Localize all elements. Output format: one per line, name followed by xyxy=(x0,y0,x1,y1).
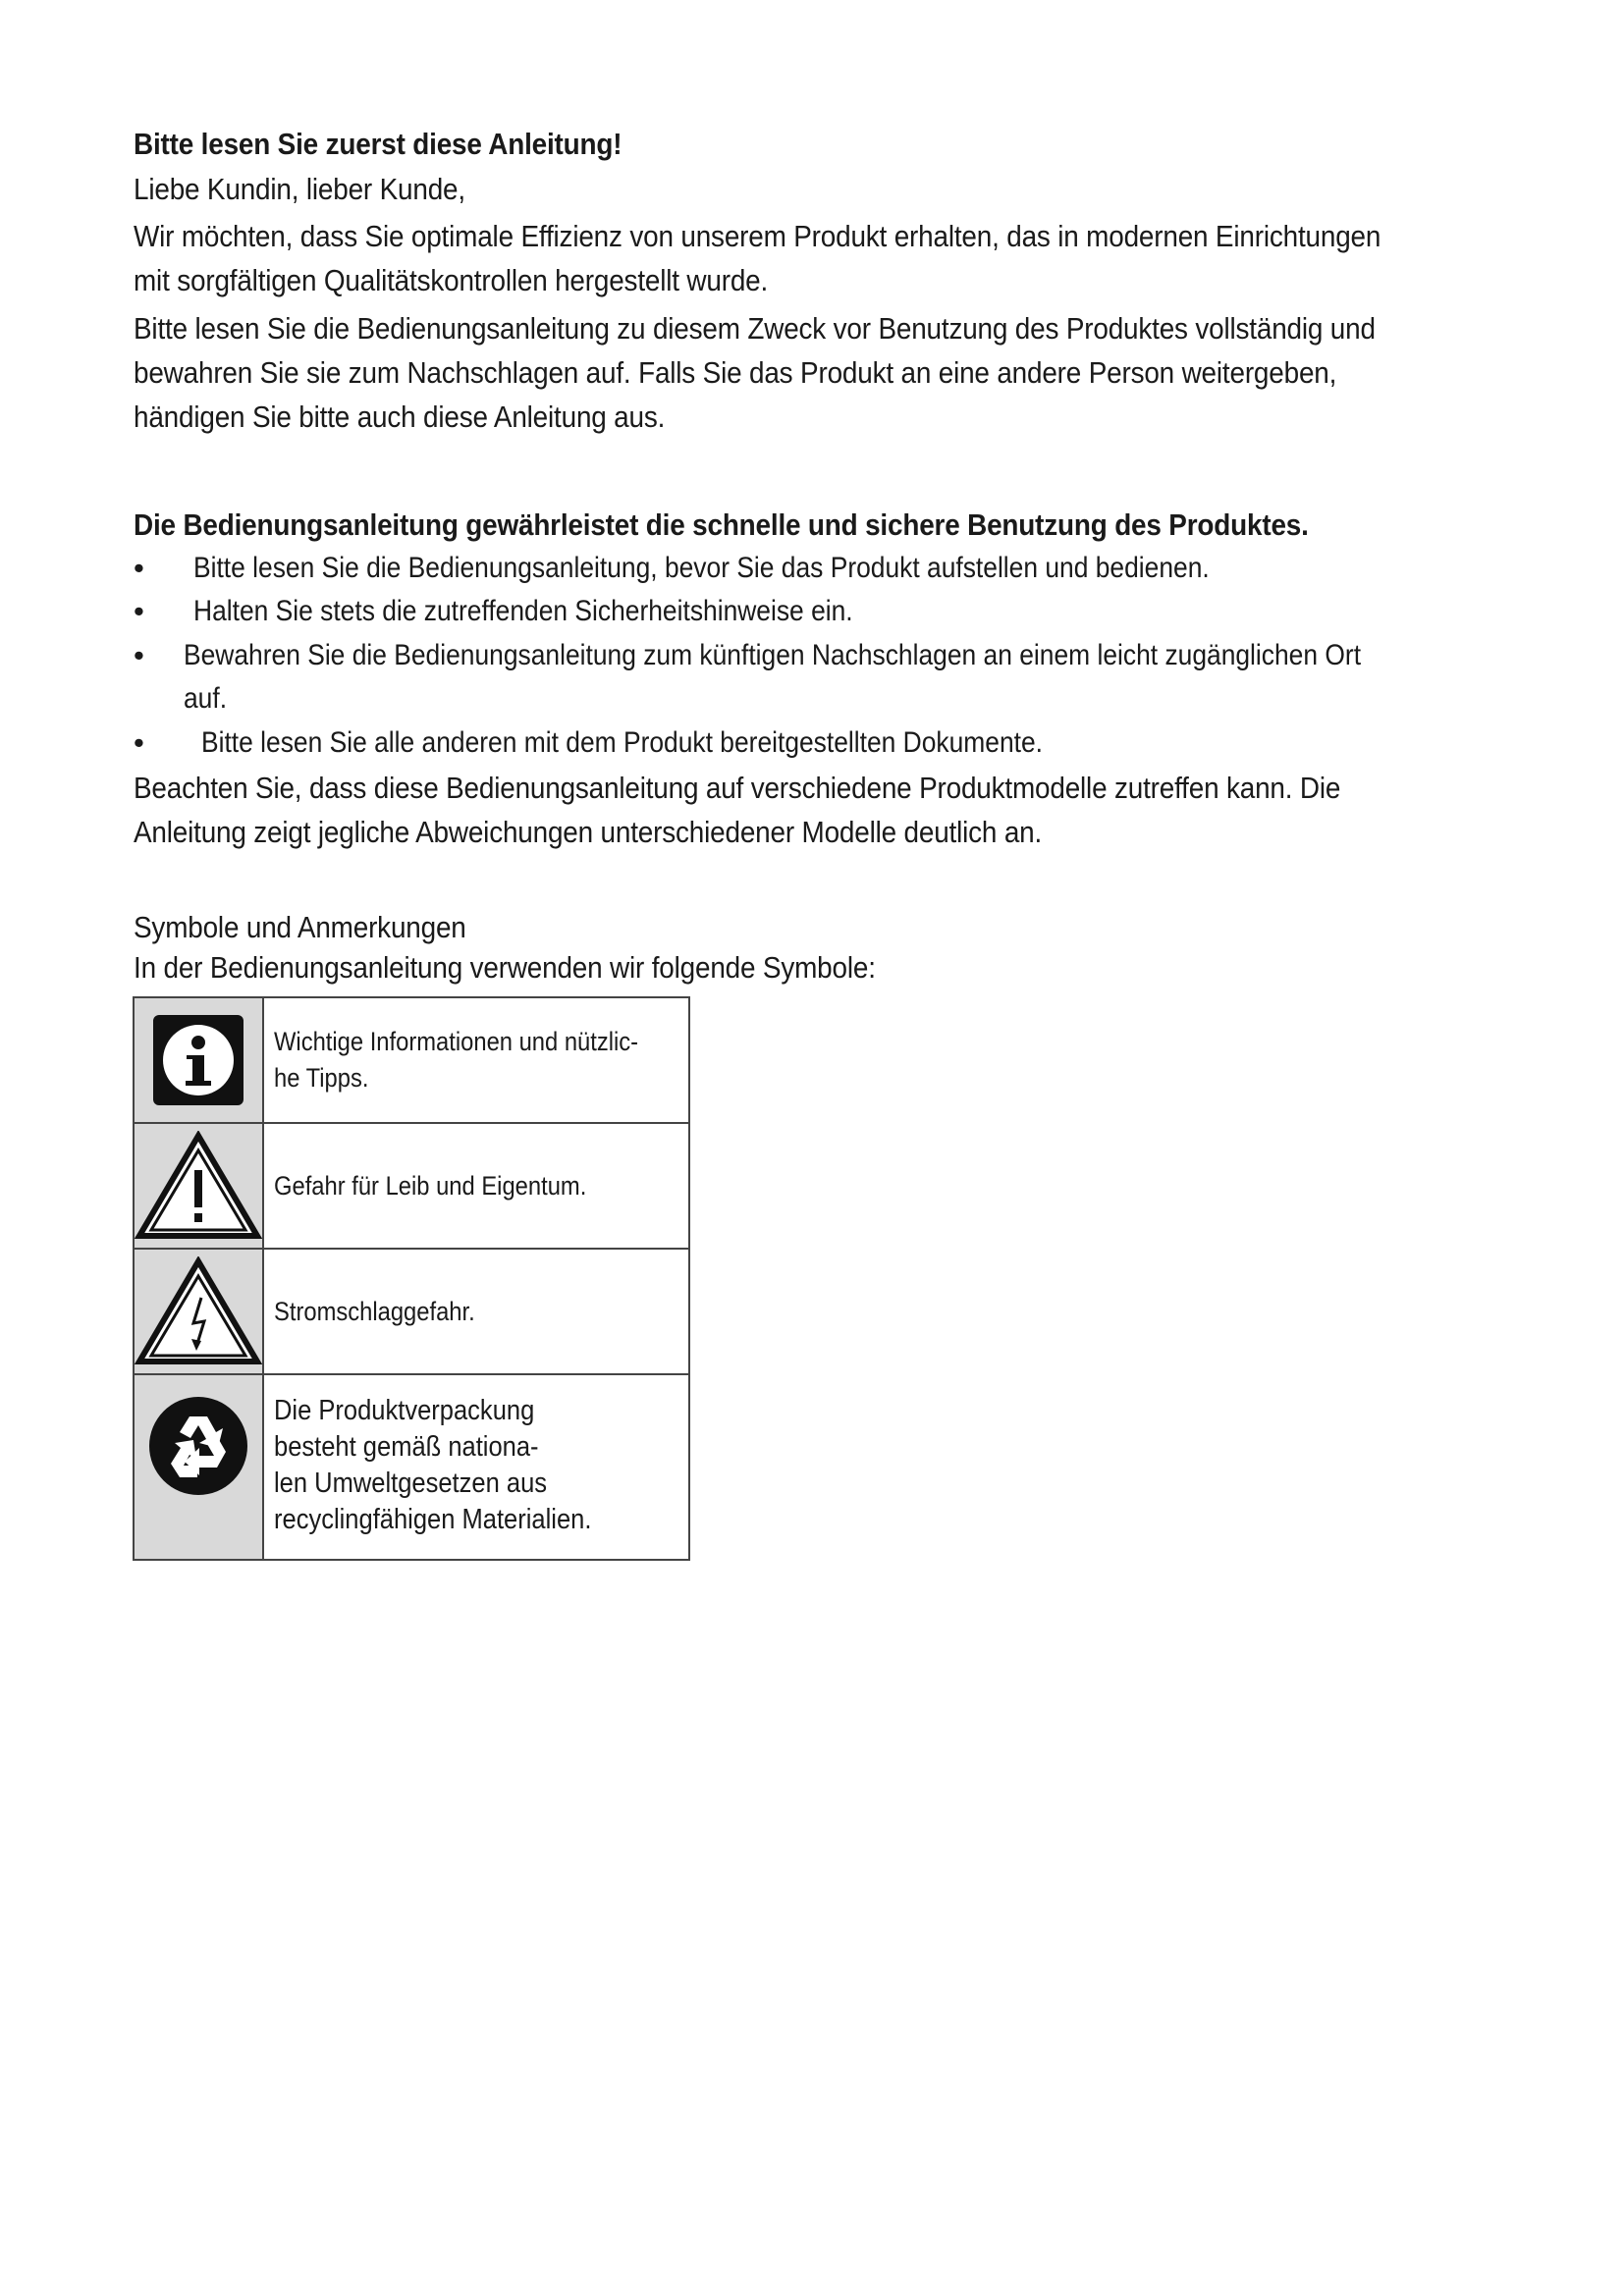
symbol-description-line: Gefahr für Leib und Eigentum. xyxy=(274,1170,587,1201)
recycle-icon xyxy=(147,1395,249,1497)
bullet-item: Bewahren Sie die Bedienungsanleitung zum künftigen Nachschlagen an einem leicht zugänglichen Ort xyxy=(184,639,1362,671)
greeting: Liebe Kundin, lieber Kunde, xyxy=(134,172,465,206)
table-row xyxy=(134,1123,689,1249)
bullet-dot: • xyxy=(134,638,144,672)
symbol-description-line: Wichtige Informationen und nützlic- xyxy=(274,1027,639,1056)
bullet-item: Halten Sie stets die zutreffenden Sicherheitshinweise ein. xyxy=(193,595,853,627)
symbol-description-line: len Umweltgesetzen aus xyxy=(274,1468,548,1499)
symbol-description-line: besteht gemäß nationa- xyxy=(274,1431,539,1463)
bullet-item: Bitte lesen Sie die Bedienungsanleitung, bevor Sie das Produkt aufstellen und bedienen. xyxy=(193,552,1210,584)
symbol-icon-cell xyxy=(134,1249,263,1374)
symbol-description xyxy=(263,1249,689,1374)
table-row xyxy=(134,1249,689,1374)
symbol-description xyxy=(263,1123,689,1249)
intro-paragraph-1-line-1: Wir möchten, dass Sie optimale Effizienz von unserem Produkt erhalten, das in modernen Einrichtungen xyxy=(134,219,1381,253)
bullet-dot: • xyxy=(134,551,144,585)
electric-shock-icon xyxy=(135,1256,262,1366)
intro-paragraph-2-line-1: Bitte lesen Sie die Bedienungsanleitung zu diesem Zweck vor Benutzung des Produktes vollständig und xyxy=(134,311,1376,346)
symbol-description-line: Stromschlaggefahr. xyxy=(274,1296,475,1326)
table-row xyxy=(134,997,689,1123)
warning-icon xyxy=(135,1131,262,1241)
symbol-icon-cell xyxy=(134,1123,263,1249)
bullet-dot: • xyxy=(134,725,144,760)
table-row xyxy=(134,1374,689,1560)
symbols-heading: Symbole und Anmerkungen xyxy=(134,910,466,944)
bullet-dot: • xyxy=(134,594,144,628)
symbol-icon-cell xyxy=(134,1374,263,1560)
bullet-item: Bitte lesen Sie alle anderen mit dem Produkt bereitgestellten Dokumente. xyxy=(201,726,1044,759)
note-line-2: Anleitung zeigt jegliche Abweichungen unterschiedener Modelle deutlich an. xyxy=(134,815,1043,849)
intro-paragraph-2-line-3: händigen Sie bitte auch diese Anleitung aus. xyxy=(134,400,666,434)
symbol-description xyxy=(263,997,689,1123)
info-icon xyxy=(151,1013,245,1107)
symbol-description-line: Die Produktverpackung xyxy=(274,1395,535,1426)
symbols-intro: In der Bedienungsanleitung verwenden wir folgende Symbole: xyxy=(134,950,876,985)
note-line-1: Beachten Sie, dass diese Bedienungsanleitung auf verschiedene Produktmodelle zutreffen kann. Die xyxy=(134,771,1341,805)
symbol-description xyxy=(263,1374,689,1560)
symbol-description-line: he Tipps. xyxy=(274,1063,369,1093)
bullet-item-continuation: auf. xyxy=(184,682,228,715)
manual-heading: Die Bedienungsanleitung gewährleistet die schnelle und sichere Benutzung des Produktes. xyxy=(134,507,1309,542)
symbols-table xyxy=(133,996,690,1561)
intro-paragraph-1-line-2: mit sorgfältigen Qualitätskontrollen hergestellt wurde. xyxy=(134,263,769,297)
symbol-description-line: recyclingfähigen Materialien. xyxy=(274,1504,592,1535)
intro-heading: Bitte lesen Sie zuerst diese Anleitung! xyxy=(134,127,623,161)
symbol-icon-cell xyxy=(134,997,263,1123)
intro-paragraph-2-line-2: bewahren Sie sie zum Nachschlagen auf. Falls Sie das Produkt an eine andere Person weitergeben, xyxy=(134,355,1337,390)
